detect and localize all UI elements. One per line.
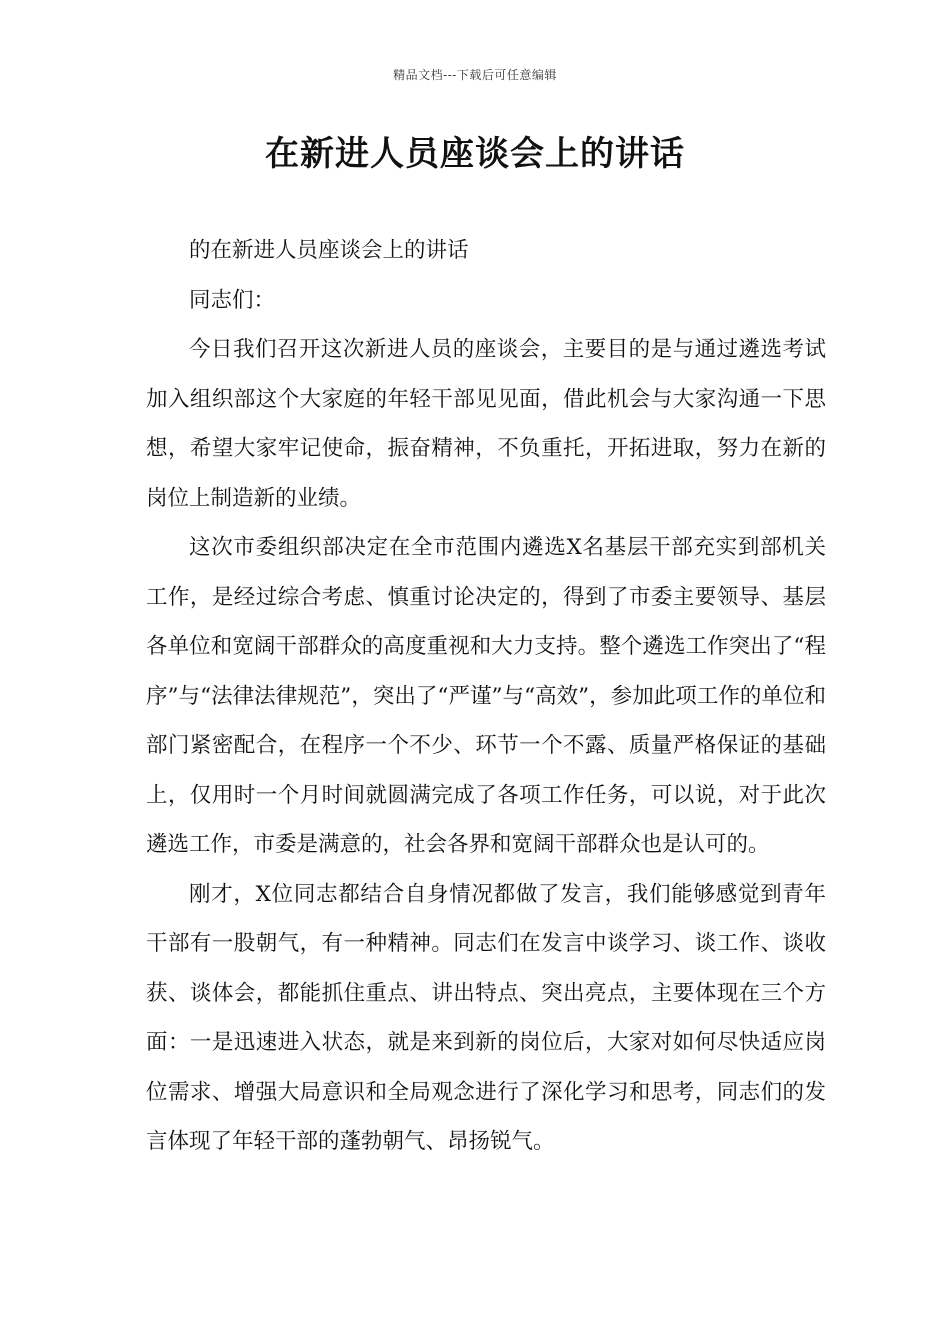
document-body <box>146 226 826 1167</box>
paragraph: 刚才，X位同志都结合自身情况都做了发言，我们能够感觉到青年干部有一股朝气，有一种精神。同志们在发言中谈学习、谈工作、谈收获、谈体会，都能抓住重点、讲出特点、突出亮点，主要体现在三个方面：一是迅速进入状态，就是来到新的岗位后，大家对如何尽快适应岗位需求、增强大局意识和全局观念进行了深化学习和思考，同志们的发言体现了年轻干部的蓬勃朝气、昂扬锐气。 <box>146 881 826 1154</box>
header-note: 精品文档---下载后可任意编辑 <box>393 68 557 82</box>
paragraph: 今日我们召开这次新进人员的座谈会，主要目的是与通过遴选考试加入组织部这个大家庭的年轻干部见见面，借此机会与大家沟通一下思想，希望大家牢记使命，振奋精神，不负重托，开拓进取，努力在新的岗位上制造新的业绩。 <box>146 337 826 511</box>
paragraph: 的在新进人员座谈会上的讲话 <box>189 238 469 263</box>
paragraph: 同志们： <box>189 287 276 313</box>
paragraph: 这次市委组织部决定在全市范围内遴选X名基层干部充实到部机关工作，是经过综合考虑、慎重讨论决定的，得到了市委主要领导、基层各单位和宽阔干部群众的高度重视和大力支持。整个遴选工作突出了“程序”与“法律法律规范”，突出了“严谨”与“高效”，参加此项工作的单位和部门紧密配合，在程序一个不少、环节一个不露、质量严格保证的基础上，仅用时一个月时间就圆满完成了各项工作任务，可以说，对于此次遴选工作，市委是满意的，社会各界和宽阔干部群众也是认可的。 <box>146 535 826 857</box>
page-title: 在新进人员座谈会上的讲话 <box>265 134 685 174</box>
